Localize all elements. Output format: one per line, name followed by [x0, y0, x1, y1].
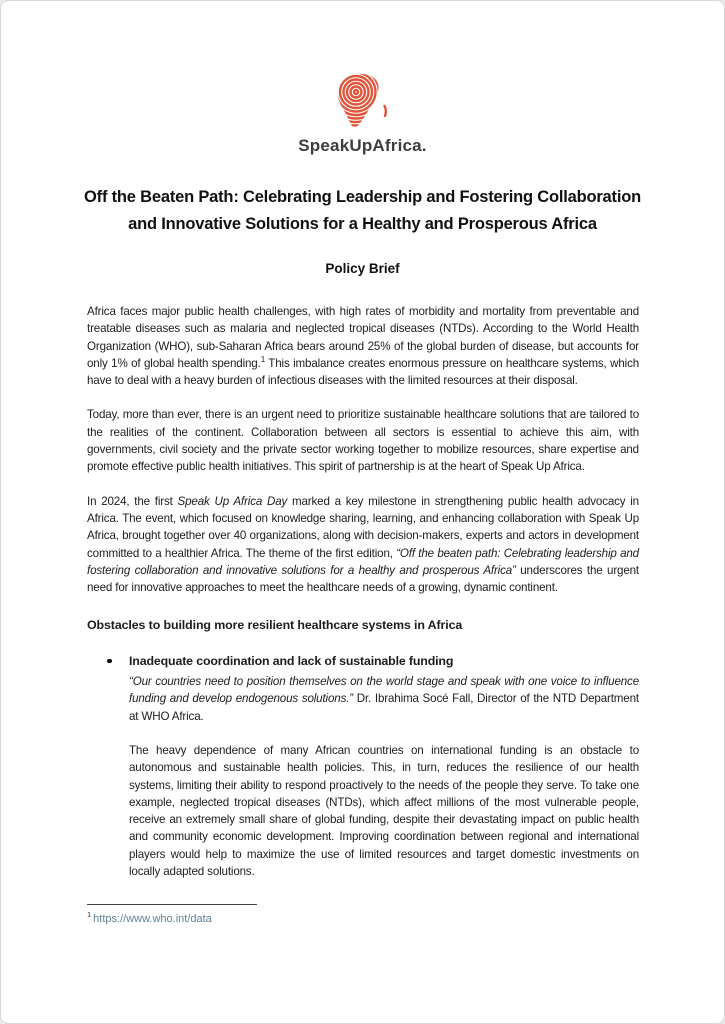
- footnote-link[interactable]: https://www.who.int/data: [93, 913, 212, 925]
- bullet-body-paragraph: The heavy dependence of many African countries on international funding is an obstacle to autonomous and sustainable health policies. This, in turn, reduces the resilience of our health systems, limiting their ability to respond proactively to the needs of the people they serve. To take one example, neglected tropical diseases (NTDs), which affect millions of the most vulnerable people, receive an extremely small share of global funding, despite their devastating impact on public health and community economic development. Improving coordination between regional and international players would help to maximize the use of limited resources and target domestic investments on locally adapted solutions.: [129, 743, 639, 879]
- document-subtitle: Policy Brief: [325, 261, 400, 276]
- footnote-marker: 1: [87, 910, 92, 920]
- document-body: [87, 303, 639, 880]
- section-heading-obstacles: Obstacles to building more resilient healthcare systems in Africa: [87, 618, 463, 633]
- bullet-title: Inadequate coordination and lack of sustainable funding: [129, 653, 454, 668]
- footnote-divider: [87, 904, 257, 905]
- document-title: Off the Beaten Path: Celebrating Leadership and Fostering Collaboration and Innovative Solutions for a Healthy and Prosperous Africa: [84, 188, 641, 233]
- paragraph-collaboration: Today, more than ever, there is an urgent need to prioritize sustainable healthcare solutions that are tailored to the realities of the continent. Collaboration between all sectors is essential to achieve this aim, with governments, civil society and the private sector working together to mobilize resources, share expertise and promote effective public health initiatives. This spirit of partnership is at the heart of Speak Up Africa.: [87, 408, 639, 474]
- bullet-marker: [107, 659, 112, 664]
- paragraph-intro: Africa faces major public health challenges, with high rates of morbidity and mortality from preventable and treatable diseases such as malaria and neglected tropical diseases (NTDs). According to the World Health Organization (WHO), sub-Saharan Africa bears around 25% of the global burden of disease, but accounts for only 1% of global health spending.$^1$ This imbalance creates enormous pressure on healthcare systems, which have to deal with a heavy burden of infectious diseases with the limited resources at their disposal.: [87, 305, 640, 388]
- brand-header: [1, 1, 724, 156]
- africa-fingerprint-icon: [1, 73, 724, 133]
- paragraph-speak-up-africa-day: In 2024, the first Speak Up Africa Day marked a key milestone in strengthening public health advocacy in Africa. The event, which focused on knowledge sharing, learning, and enhancing collaboration with Speak Up Africa, brought together over 40 organizations, along with decision-makers, experts and actors in development committed to a healthier Africa. The theme of the first edition, “Off the beaten path: Celebrating leadership and fostering collaboration and innovative solutions for a healthy and prosperous Africa” underscores the urgent need for innovative approaches to meet the healthcare needs of a growing, dynamic continent.: [87, 494, 639, 595]
- footnote-line: [87, 910, 257, 925]
- bullet-item-funding: [87, 653, 639, 881]
- footnote: [87, 904, 257, 925]
- brand-wordmark: SpeakUpAfrica.: [298, 136, 427, 155]
- bullet-quote: “Our countries need to position themselves on the world stage and speak with one voice to influence funding and develop endogenous solutions.” Dr. Ibrahima Socé Fall, Director of the NTD Department at WHO Africa.: [129, 675, 639, 723]
